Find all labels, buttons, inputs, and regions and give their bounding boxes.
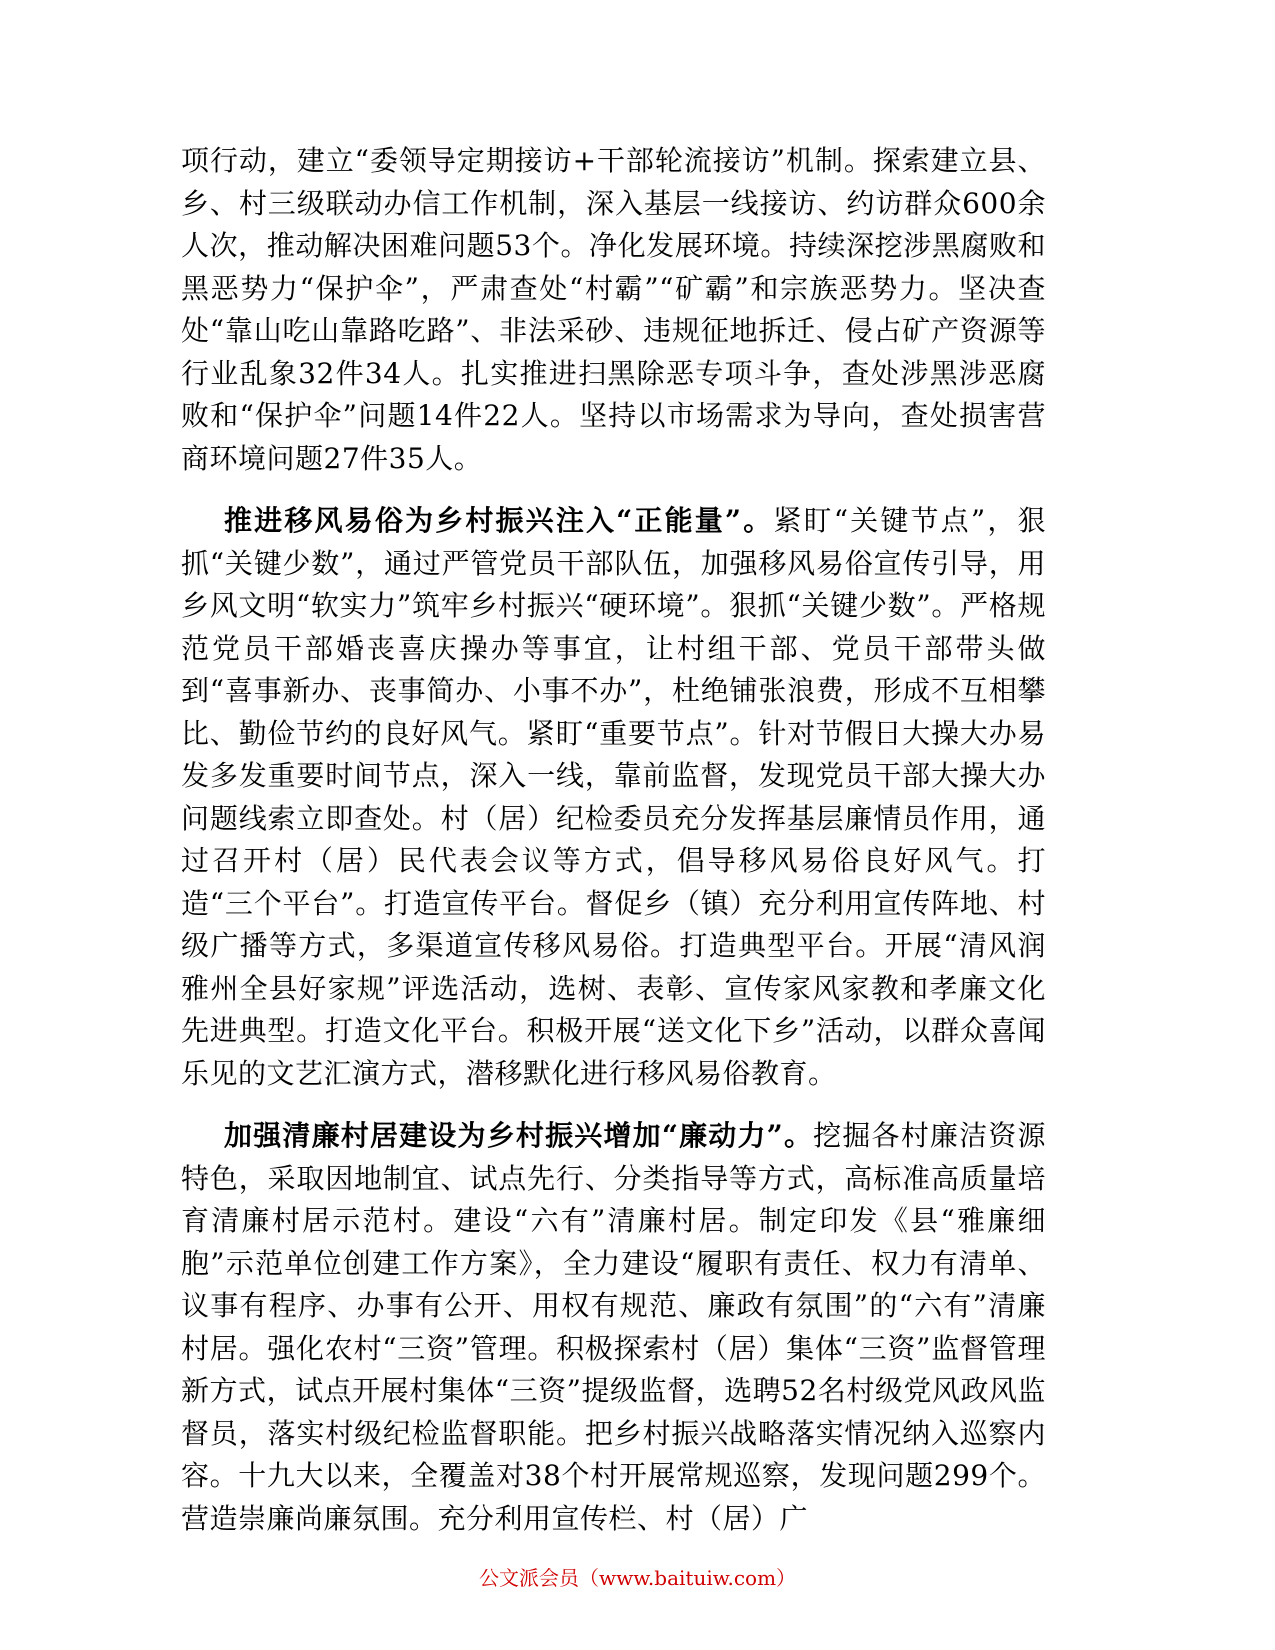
paragraph-1-body: 项行动，建立“委领导定期接访+干部轮流接访”机制。探索建立县、乡、村三级联动办信工作机制，深入基层一线接访、约访群众600余人次，推动解决困难问题53个。净化发展环境。持续深挖涉黑腐败和黑恶势力“保护伞”，严肃查处“村霸”“矿霸”和宗族恶势力。坚决查处“靠山吃山靠路吃路”、非法采砂、违规征地拆迁、侵占矿产资源等行业乱象32件34人。扎实推进扫黑除恶专项斗争，查处涉黑涉恶腐败和“保护伞”问题14件22人。坚持以市场需求为导向，查处损害营商环境问题27件35人。 [181, 144, 1046, 475]
paragraph-3-lead: 加强清廉村居建设为乡村振兴增加“廉动力”。 [224, 1119, 814, 1152]
paragraph-2-body: 紧盯“关键节点”，狠抓“关键少数”，通过严管党员干部队伍，加强移风易俗宣传引导，用乡风文明“软实力”筑牢乡村振兴“硬环境”。狠抓“关键少数”。严格规范党员干部婚丧喜庆操办等事宜，让村组干部、党员干部带头做到“喜事新办、丧事简办、小事不办”，杜绝铺张浪费，形成不互相攀比、勤俭节约的良好风气。紧盯“重要节点”。针对节假日大操大办易发多发重要时间节点，深入一线，靠前监督，发现党员干部大操大办问题线索立即查处。村（居）纪检委员充分发挥基层廉情员作用，通过召开村（居）民代表会议等方式，倡导移风易俗良好风气。打造“三个平台”。打造宣传平台。督促乡（镇）充分利用宣传阵地、村级广播等方式，多渠道宣传移风易俗。打造典型平台。开展“清风润雅州全县好家规”评选活动，选树、表彰、宣传家风家教和孝廉文化先进典型。打造文化平台。积极开展“送文化下乡”活动，以群众喜闻乐见的文艺汇演方式，潜移默化进行移风易俗教育。 [181, 504, 1046, 1090]
paragraph-2-lead: 推进移风易俗为乡村振兴注入“正能量”。 [224, 504, 774, 537]
paragraph-3 [181, 1115, 1046, 1540]
footer-watermark-link[interactable]: 公文派会员（www.baituiw.com） [478, 1566, 797, 1590]
document-body [181, 140, 1046, 1540]
paragraph-1 [181, 140, 1046, 480]
paragraph-2 [181, 500, 1046, 1095]
paragraph-3-body: 挖掘各村廉洁资源特色，采取因地制宜、试点先行、分类指导等方式，高标准高质量培育清廉村居示范村。建设“六有”清廉村居。制定印发《县“雅廉细胞”示范单位创建工作方案》，全力建设“履职有责任、权力有清单、议事有程序、办事有公开、用权有规范、廉政有氛围”的“六有”清廉村居。强化农村“三资”管理。积极探索村（居）集体“三资”监督管理新方式，试点开展村集体“三资”提级监督，选聘52名村级党风政风监督员，落实村级纪检监督职能。把乡村振兴战略落实情况纳入巡察内容。十九大以来，全覆盖对38个村开展常规巡察，发现问题299个。营造崇廉尚廉氛围。充分利用宣传栏、村（居）广 [181, 1119, 1046, 1535]
